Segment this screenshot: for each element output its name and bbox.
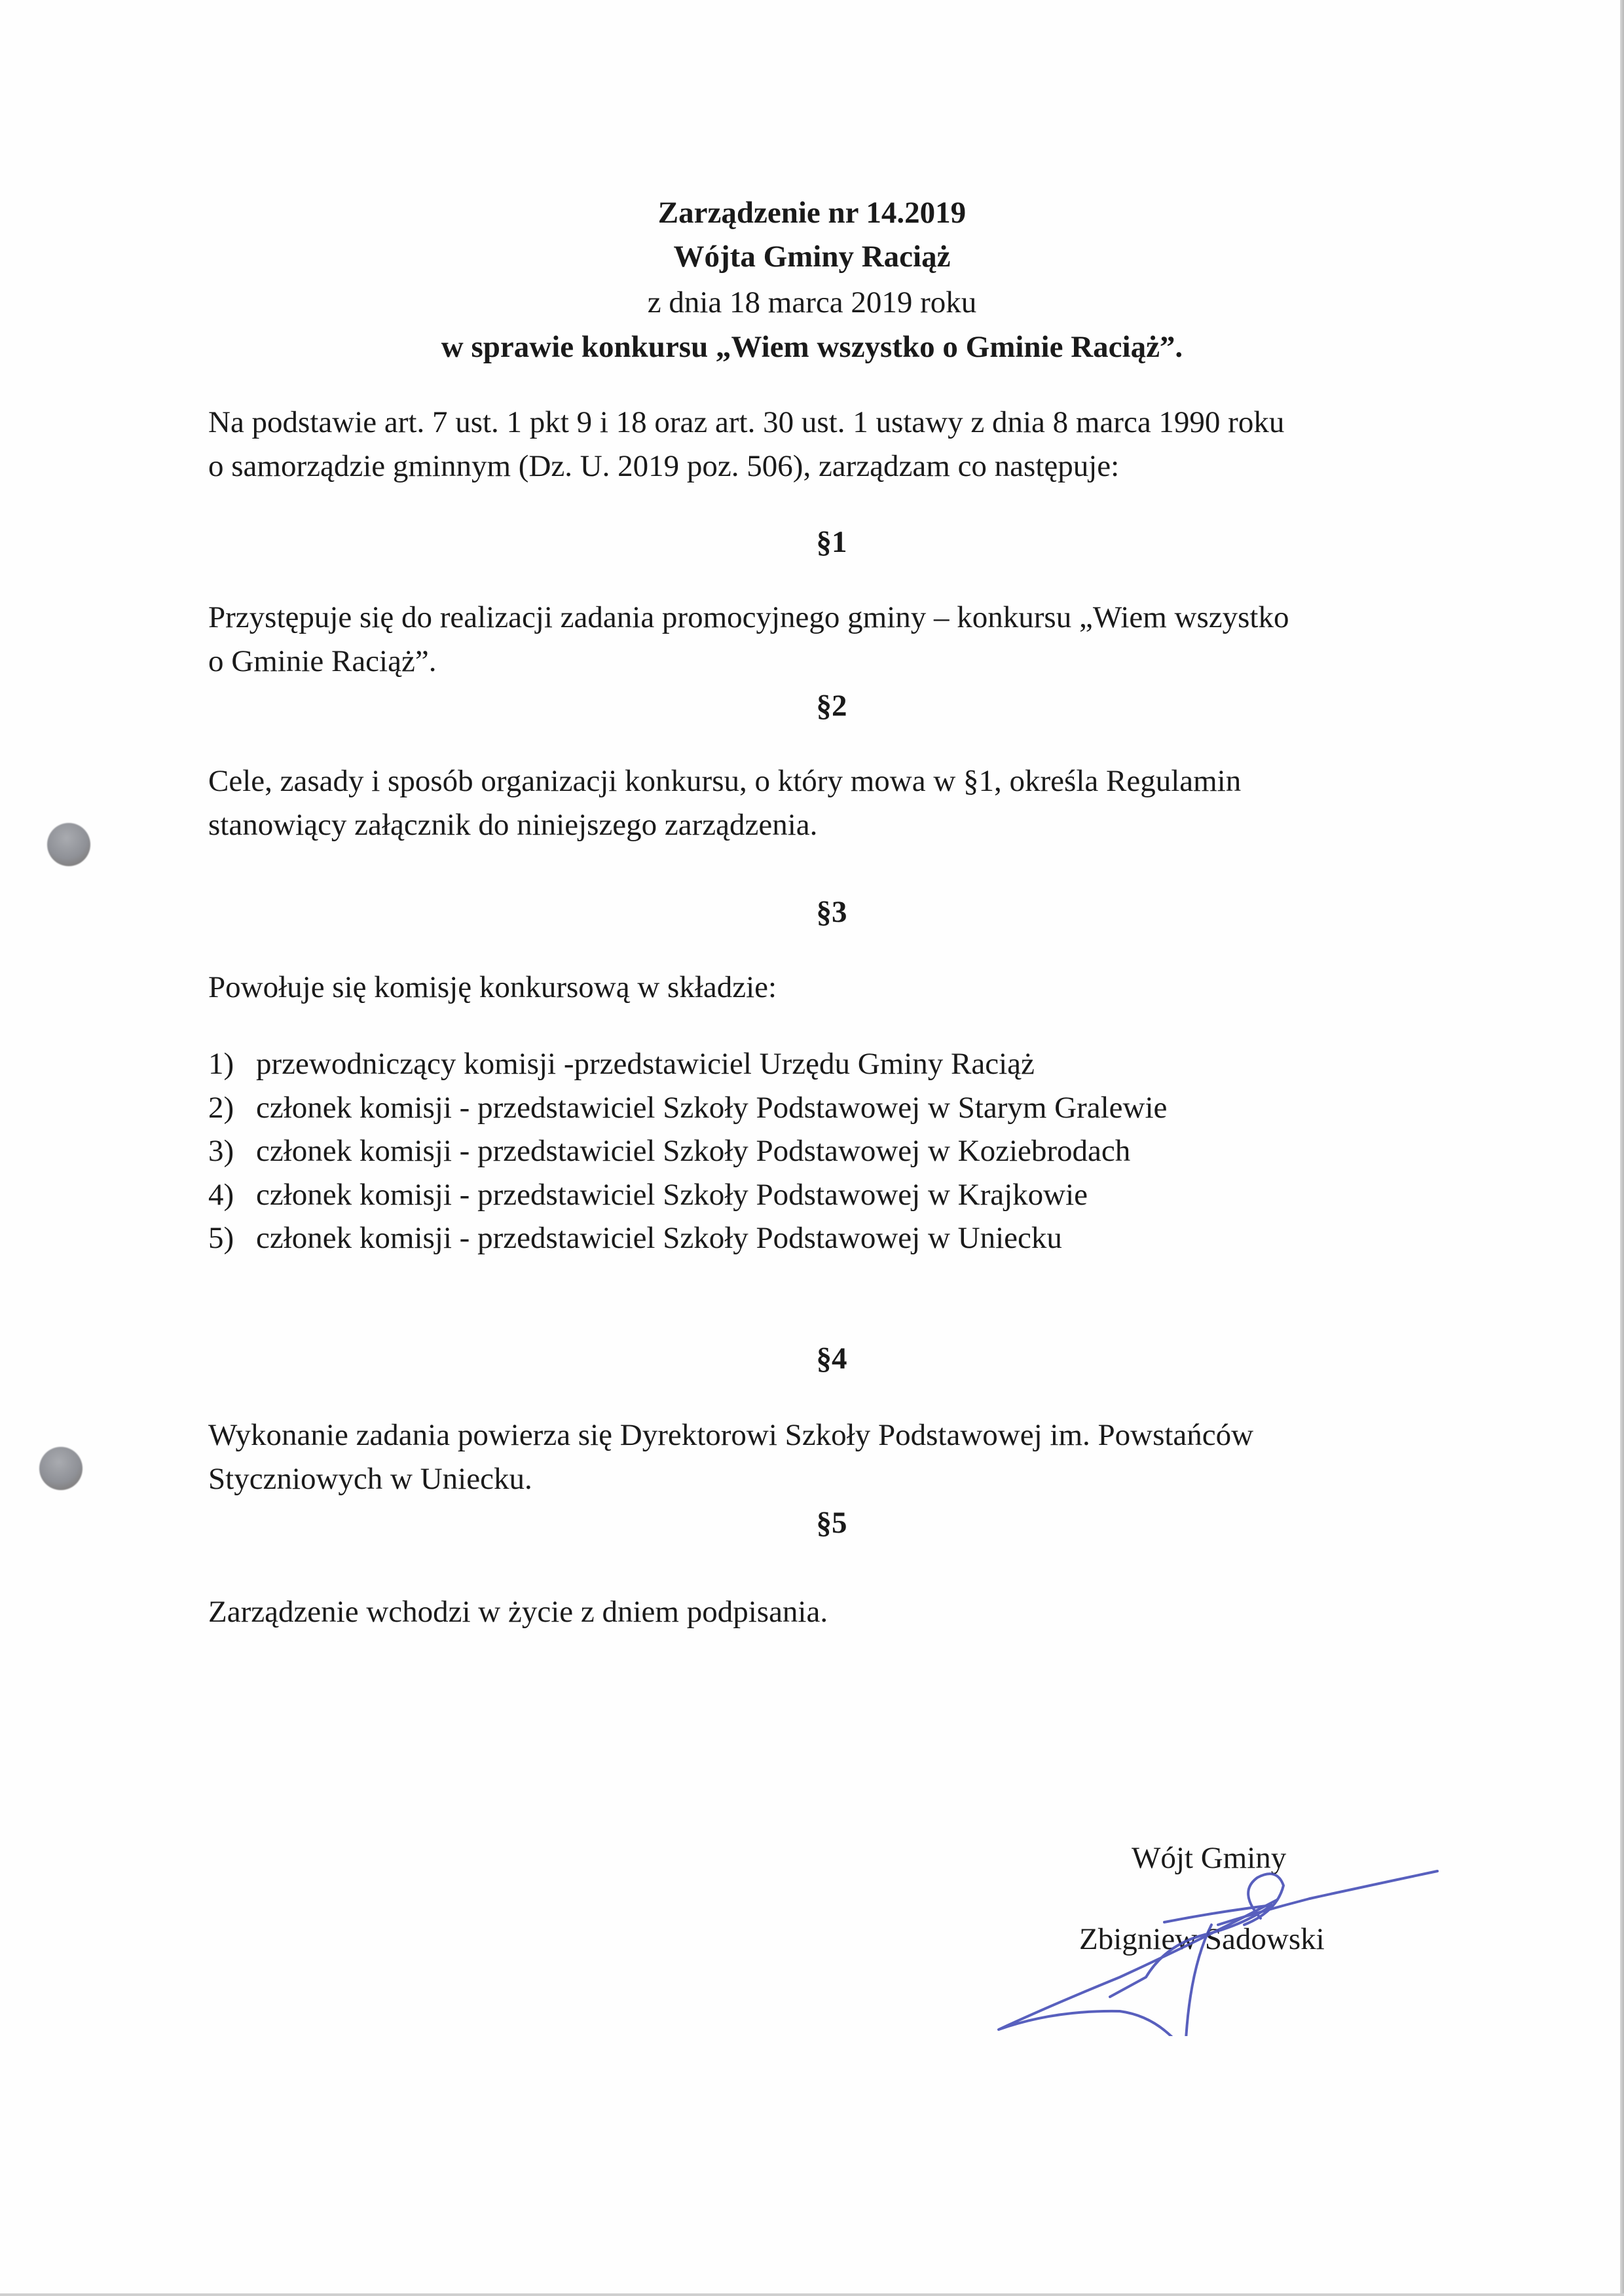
preamble-line: Na podstawie art. 7 ust. 1 pkt 9 i 18 oraz art. 30 ust. 1 ustawy z dnia 8 marca 1990 roku [208,405,1285,439]
list-item-text: członek komisji - przedstawiciel Szkoły Podstawowej w Koziebrodach [256,1134,1131,1168]
list-item-text: przewodniczący komisji -przedstawiciel Urzędu Gminy Raciąż [256,1047,1035,1081]
section-mark: §3 [816,895,847,929]
ordinance-subject: w sprawie konkursu „Wiem wszystko o Gminie Raciąż”. [441,330,1183,364]
issue-date: z dnia 18 marca 2019 roku [647,285,977,319]
section-text-line: Przystępuje się do realizacji zadania promocyjnego gminy – konkursu „Wiem wszystko [208,600,1289,634]
section-text-line: Wykonanie zadania powierza się Dyrektorowi Szkoły Podstawowej im. Powstańców [208,1418,1254,1452]
section-text-line: Powołuje się komisję konkursową w składzie: [208,970,777,1004]
preamble-line: o samorządzie gminnym (Dz. U. 2019 poz. 506), zarządzam co następuje: [208,449,1120,483]
handwritten-signature-icon [969,1827,1454,2036]
section-text-line: o Gminie Raciąż”. [208,644,437,678]
section-text-line: Zarządzenie wchodzi w życie z dniem podpisania. [208,1595,828,1629]
section-mark: §5 [816,1506,847,1540]
list-item-text: członek komisji - przedstawiciel Szkoły Podstawowej w Starym Gralewie [256,1091,1168,1125]
list-item-number: 4) [208,1178,234,1212]
list-item-text: członek komisji - przedstawiciel Szkoły Podstawowej w Uniecku [256,1221,1062,1255]
punch-hole-bottom [39,1447,83,1490]
section-mark: §2 [816,689,847,723]
page-edge-bottom [0,2293,1624,2296]
list-item-number: 5) [208,1221,234,1255]
signatory-name: Zbigniew Sadowski [1079,1922,1325,1956]
list-item-number: 2) [208,1091,234,1125]
list-item-number: 1) [208,1047,234,1081]
section-text-line: Styczniowych w Uniecku. [208,1462,532,1496]
ordinance-number: Zarządzenie nr 14.2019 [657,196,967,230]
punch-hole-top [47,823,90,866]
section-mark: §4 [816,1341,847,1376]
section-mark: §1 [816,525,847,559]
section-text-line: Cele, zasady i sposób organizacji konkursu, o który mowa w §1, określa Regulamin [208,764,1242,798]
list-item-number: 3) [208,1134,234,1168]
list-item-text: członek komisji - przedstawiciel Szkoły Podstawowej w Krajkowie [256,1178,1088,1212]
section-text-line: stanowiący załącznik do niniejszego zarządzenia. [208,808,818,842]
signatory-role: Wójt Gminy [1132,1841,1287,1875]
issuing-authority: Wójta Gminy Raciąż [673,240,951,274]
